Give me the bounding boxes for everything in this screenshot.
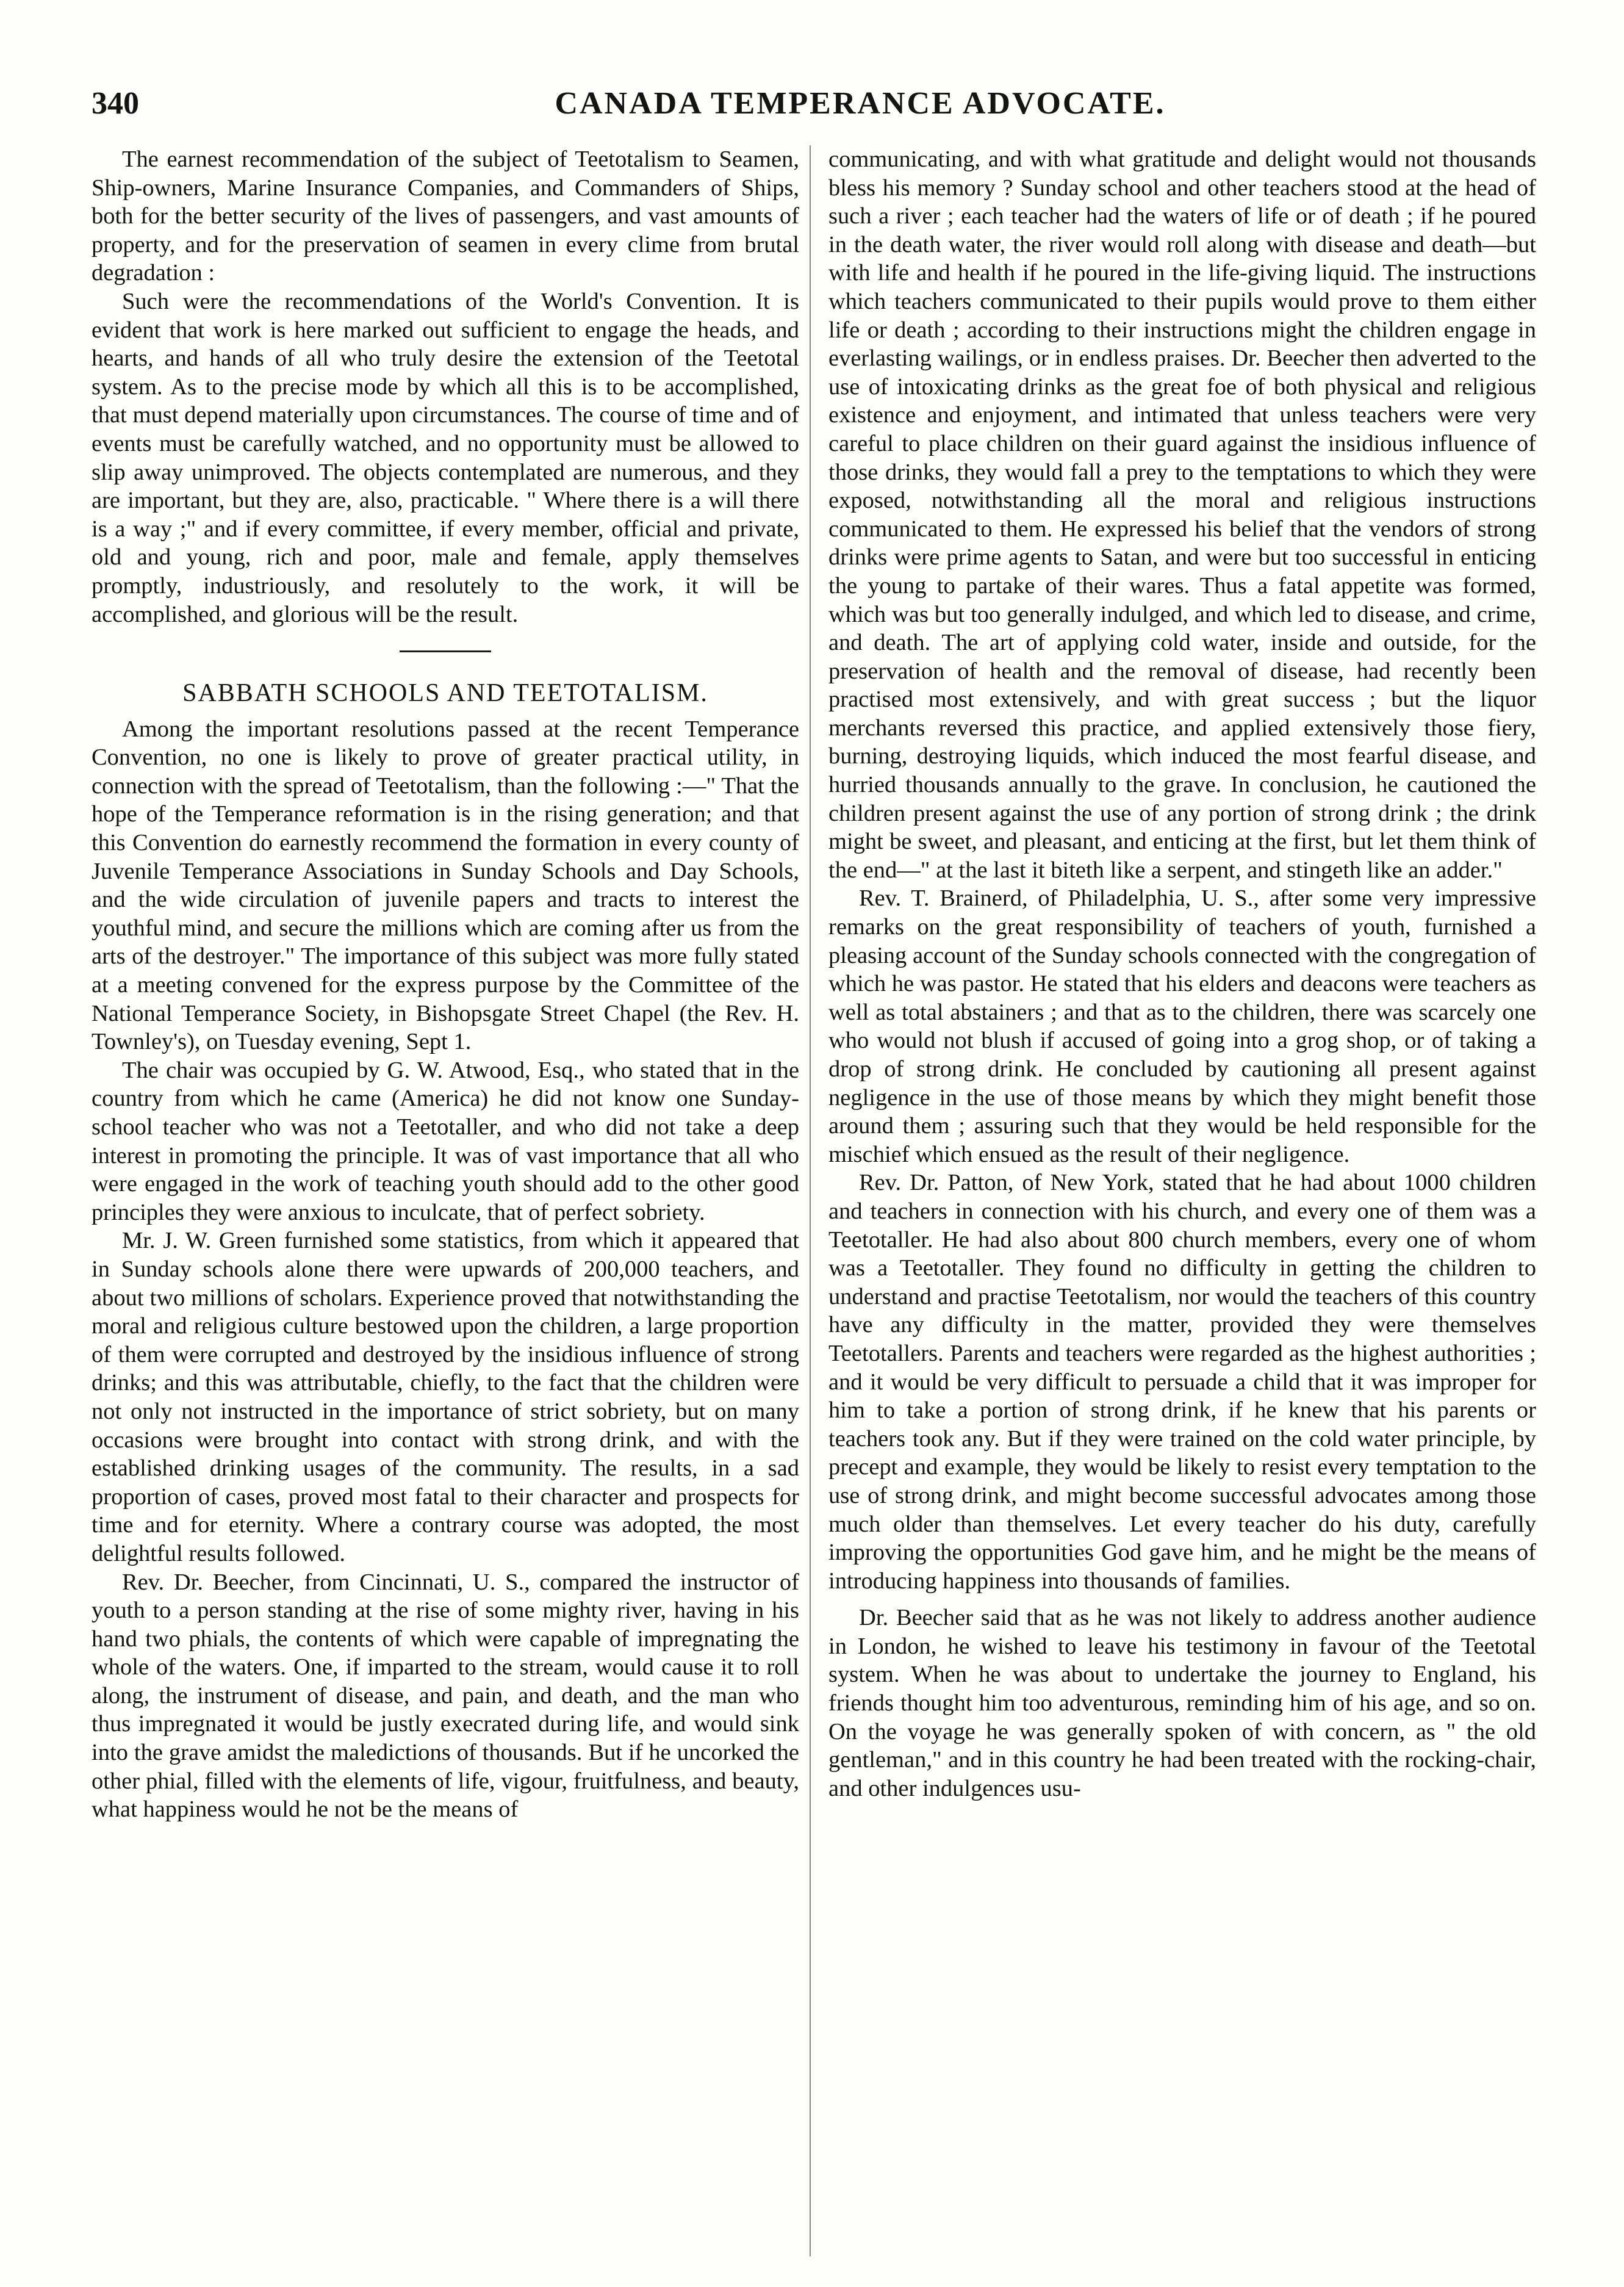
article-paragraph: The chair was occupied by G. W. Atwood, Esq., who stated that in the country from which he came (America) he did not know one Sunday-school teacher who was not a Teetotaller, and who did not take a deep interest in promoting the principle. It was of vast importance that all who were engaged in the work of teaching youth should add to the other good principles they were anxious to inculcate, that of perfect sobriety. [92, 1057, 799, 1225]
article-paragraph: Mr. J. W. Green furnished some statistics, from which it appeared that in Sunday schools alone there were upwards of 200,000 teachers, and about two millions of scholars. Experience proved that notwithstanding the moral and religious culture bestowed upon the children, a large proportion of them were corrupted and destroyed by the insidious influence of strong drinks; and this was attributable, chiefly, to the fact that the children were not only not instructed in the importance of strict sobriety, but on many occasions were brought into contact with strong drink, and with the established drinking usages of the community. The results, in a sad proportion of cases, proved most fatal to their character and prospects for time and for eternity. Where a contrary course was adopted, the most delightful results followed. [92, 1228, 799, 1566]
article-paragraph: The earnest recommendation of the subject of Teetotalism to Seamen, Ship-owners, Marine Insurance Companies, and Commanders of Ships, both for the better security of the lives of passengers, and vast amounts of property, and for the preservation of seamen in every clime from brutal degradation : [92, 146, 799, 286]
paragraph-gap [828, 1595, 1536, 1604]
article-paragraph: Dr. Beecher said that as he was not likely to address another audience in London, he wished to leave his testimony in favour of the Teetotal system. When he was about to undertake the journey to England, his friends thought him too adventurous, reminding him of his age, and so on. On the voyage he was generally spoken of with concern, as " the old gentleman," and in this country he had been treated with the rocking-chair, and other indulgences usu- [828, 1605, 1536, 1801]
section-separator [400, 650, 491, 652]
article-paragraph: communicating, and with what gratitude and delight would not thousands bless his memory ? Sunday school and other teachers stood at the head of such a river ; each teacher had the waters of life or of death ; if he poured in the death water, the river would roll along with disease and death—but with life and health if he poured in the life-giving liquid. The instructions which teachers communicated to their pupils would prove to them either life or death ; according to their instructions might the children engage in everlasting wailings, or in endless praises. Dr. Beecher then adverted to the use of intoxicating drinks as the great foe of both physical and religious existence and enjoyment, and intimated that unless teachers were very careful to place children on their guard against the insidious influence of those drinks, they would fall a prey to the temptations to which they were exposed, notwithstanding all the moral and religious instructions communicated to them. He expressed his belief that the vendors of strong drinks were prime agents to Satan, and were but too successful in enticing the young to partake of their wares. Thus a fatal appetite was formed, which was but too generally indulged, and which led to disease, and crime, and death. The art of applying cold water, inside and outside, for the preservation of health and the removal of disease, had recently been practised most extensively, and with great success ; but the liquor merchants reversed this practice, and applied extensively those fiery, burning, destroying liquids, which induced the most fearful disease, and hurried thousands annually to the grave. In conclusion, he cautioned the children present against the use of any portion of strong drink ; the drink might be sweet, and pleasant, and enticing at the first, but let them think of the end—" at the last it biteth like a serpent, and stingeth like an adder." [828, 146, 1536, 883]
page-header [92, 85, 1543, 128]
right-column [828, 145, 1536, 1803]
section-heading: SABBATH SCHOOLS AND TEETOTALISM. [182, 679, 708, 708]
article-paragraph: Such were the recommendations of the World's Convention. It is evident that work is here marked out sufficient to engage the heads, and hearts, and hands of all who truly desire the extension of the Teetotal system. As to the precise mode by which all this is to be accomplished, that must depend materially upon circumstances. The course of time and of events must be carefully watched, and no opportunity must be allowed to slip away unimproved. The objects contemplated are numerous, and they are important, but they are, also, practicable. " Where there is a will there is a way ;" and if every committee, if every member, official and private, old and young, rich and poor, male and female, apply themselves promptly, industriously, and resolutely to the work, it will be accomplished, and glorious will be the result. [92, 288, 799, 627]
article-paragraph: Rev. T. Brainerd, of Philadelphia, U. S., after some very impressive remarks on the great responsibility of teachers of youth, furnished a pleasing account of the Sunday schools connected with the congregation of which he was pastor. He stated that his elders and deacons were teachers as well as total abstainers ; and that as to the children, there was scarcely one who would not blush if accused of going into a grog shop, or of taking a drop of strong drink. He concluded by cautioning all present against negligence in the use of those means by which they might benefit those around them ; assuring such that they would be held responsible for the mischief which ensued as the result of their negligence. [828, 885, 1536, 1167]
article-paragraph: Rev. Dr. Patton, of New York, stated that he had about 1000 children and teachers in connection with his church, and every one of them was a Teetotaller. He had also about 800 church members, every one of whom was a Teetotaller. They found no difficulty in getting the children to understand and practise Teetotalism, nor would the teachers of this country have any difficulty in the matter, provided they were themselves Teetotallers. Parents and teachers were regarded as the highest authorities ; and it would be very difficult to persuade a child that it was improper for him to take a portion of strong drink, if he knew that his parents or teachers took any. But if they were trained on the cold water principle, by precept and example, they would be likely to resist every temptation to the use of strong drink, and might become successful advocates among those much older than themselves. Let every teacher do his duty, carefully improving the opportunities God gave him, and he might be the means of introducing happiness into thousands of families. [828, 1170, 1536, 1594]
article-paragraph: Rev. Dr. Beecher, from Cincinnati, U. S., compared the instructor of youth to a person standing at the rise of some mighty river, having in his hand two phials, the contents of which were capable of impregnating the whole of the waters. One, if imparted to the stream, would cause it to roll along, the instrument of disease, and pain, and death, and the man who thus impregnated it would be justly execrated during life, and would sink into the grave amidst the maledictions of thousands. But if he uncorked the other phial, filled with the elements of life, vigour, fruitfulness, and beauty, what happiness would he not be the means of [92, 1569, 799, 1823]
page-number: 340 [92, 86, 139, 121]
left-column [92, 145, 799, 1824]
column-divider [810, 145, 811, 2256]
article-paragraph: Among the important resolutions passed at the recent Temperance Convention, no one is likely to prove of greater practical utility, in connection with the spread of Teetotalism, than the following :—" That the hope of the Temperance reformation is in the rising generation; and that this Convention do earnestly recommend the formation in every county of Juvenile Temperance Associations in Sunday Schools and Day Schools, and the wide circulation of juvenile papers and tracts to interest the youthful mind, and secure the millions which are coming after us from the arts of the destroyer." The importance of this subject was more fully stated at a meeting convened for the express purpose by the Committee of the National Temperance Society, in Bishopsgate Street Chapel (the Rev. H. Townley's), on Tuesday evening, Sept 1. [92, 716, 799, 1055]
running-title: CANADA TEMPERANCE ADVOCATE. [555, 86, 1166, 121]
